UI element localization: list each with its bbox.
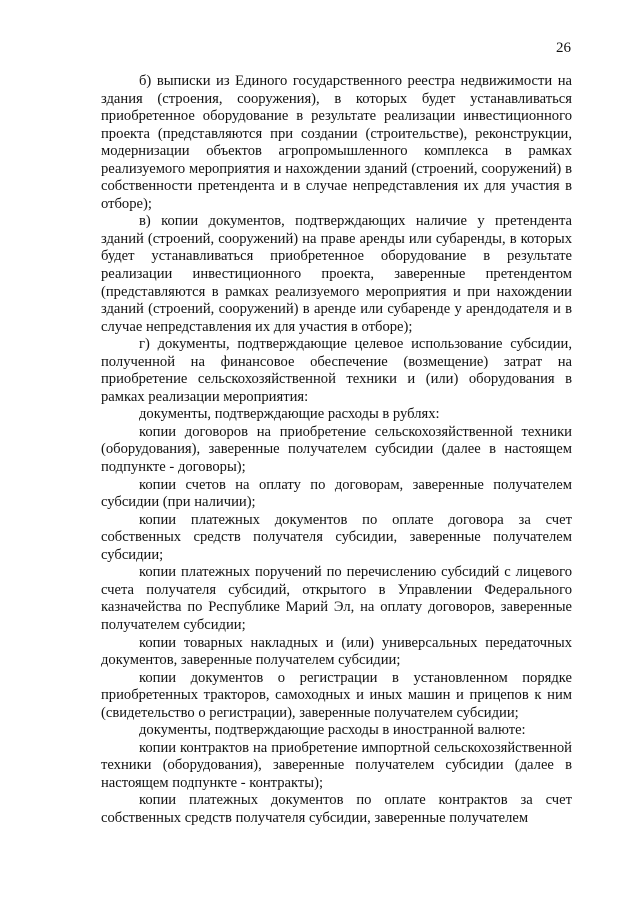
paragraph-v-lease-documents: в) копии документов, подтверждающих наличие у претендента зданий (строений, сооружений) на праве аренды или субаренды, в которых будет устанавливаться приобретенное оборудование в результате реализации инвестиционного проекта, заверенные претендентом (представляются в рамках реализуемого мероприятия и при нахождении зданий (строений, сооружений) в аренде или субаренде у арендодателя и в случае непредставления их для участия в отборе); (101, 213, 572, 335)
paragraph-waybills: копии товарных накладных и (или) универсальных передаточных документов, заверенные получателем субсидии; (101, 634, 572, 669)
paragraph-import-contracts: копии контрактов на приобретение импортной сельскохозяйственной техники (оборудования), заверенные получателем субсидии (далее в настоящем подпункте - контракты); (101, 739, 572, 791)
paragraph-rub-expenses-heading: документы, подтверждающие расходы в рублях: (139, 406, 440, 423)
document-body (101, 73, 572, 828)
paragraph-contracts-copies: копии договоров на приобретение сельскохозяйственной техники (оборудования), заверенные получателем субсидии (далее в настоящем подпункте - договоры); (101, 423, 572, 476)
paragraph-g-target-use: г) документы, подтверждающие целевое использование субсидии, полученной на финансовое обеспечение (возмещение) затрат на приобретение сельскохозяйственной техники и (или) оборудования в рамках реализации мероприятия: (101, 336, 572, 405)
paragraph-registration-documents: копии документов о регистрации в установленном порядке приобретенных тракторов, самоходных и иных машин и прицепов к ним (свидетельство о регистрации), заверенные получателем субсидии; (101, 669, 572, 721)
paragraph-payment-documents: копии платежных документов по оплате договора за счет собственных средств получателя субсидии, заверенные получателем субсидии; (101, 511, 572, 563)
paragraph-contract-payment-documents: копии платежных документов по оплате контрактов за счет собственных средств получателя субсидии, заверенные получателем (101, 792, 572, 826)
paragraph-invoices-copies: копии счетов на оплату по договорам, заверенные получателем субсидии (при наличии); (101, 476, 572, 511)
page-number: 26 (556, 40, 571, 56)
paragraph-b-extracts: б) выписки из Единого государственного реестра недвижимости на здания (строения, сооружения), в которых будет устанавливаться приобретенное оборудование в результате реализации инвестиционного проекта (представляются при создании (строительстве), реконструкции, модернизации объектов агропромышленного комплекса в рамках реализуемого мероприятия и нахождении зданий (строений, сооружений) в собственности претендента и в случае непредставления их для участия в отборе); (101, 73, 572, 212)
paragraph-foreign-currency-heading: документы, подтверждающие расходы в иностранной валюте: (139, 722, 526, 739)
paragraph-payment-orders: копии платежных поручений по перечислению субсидий с лицевого счета получателя субсидий, открытого в Управлении Федерального казначейства по Республике Марий Эл, на оплату договоров, заверенные получателем субсидии; (101, 564, 572, 633)
